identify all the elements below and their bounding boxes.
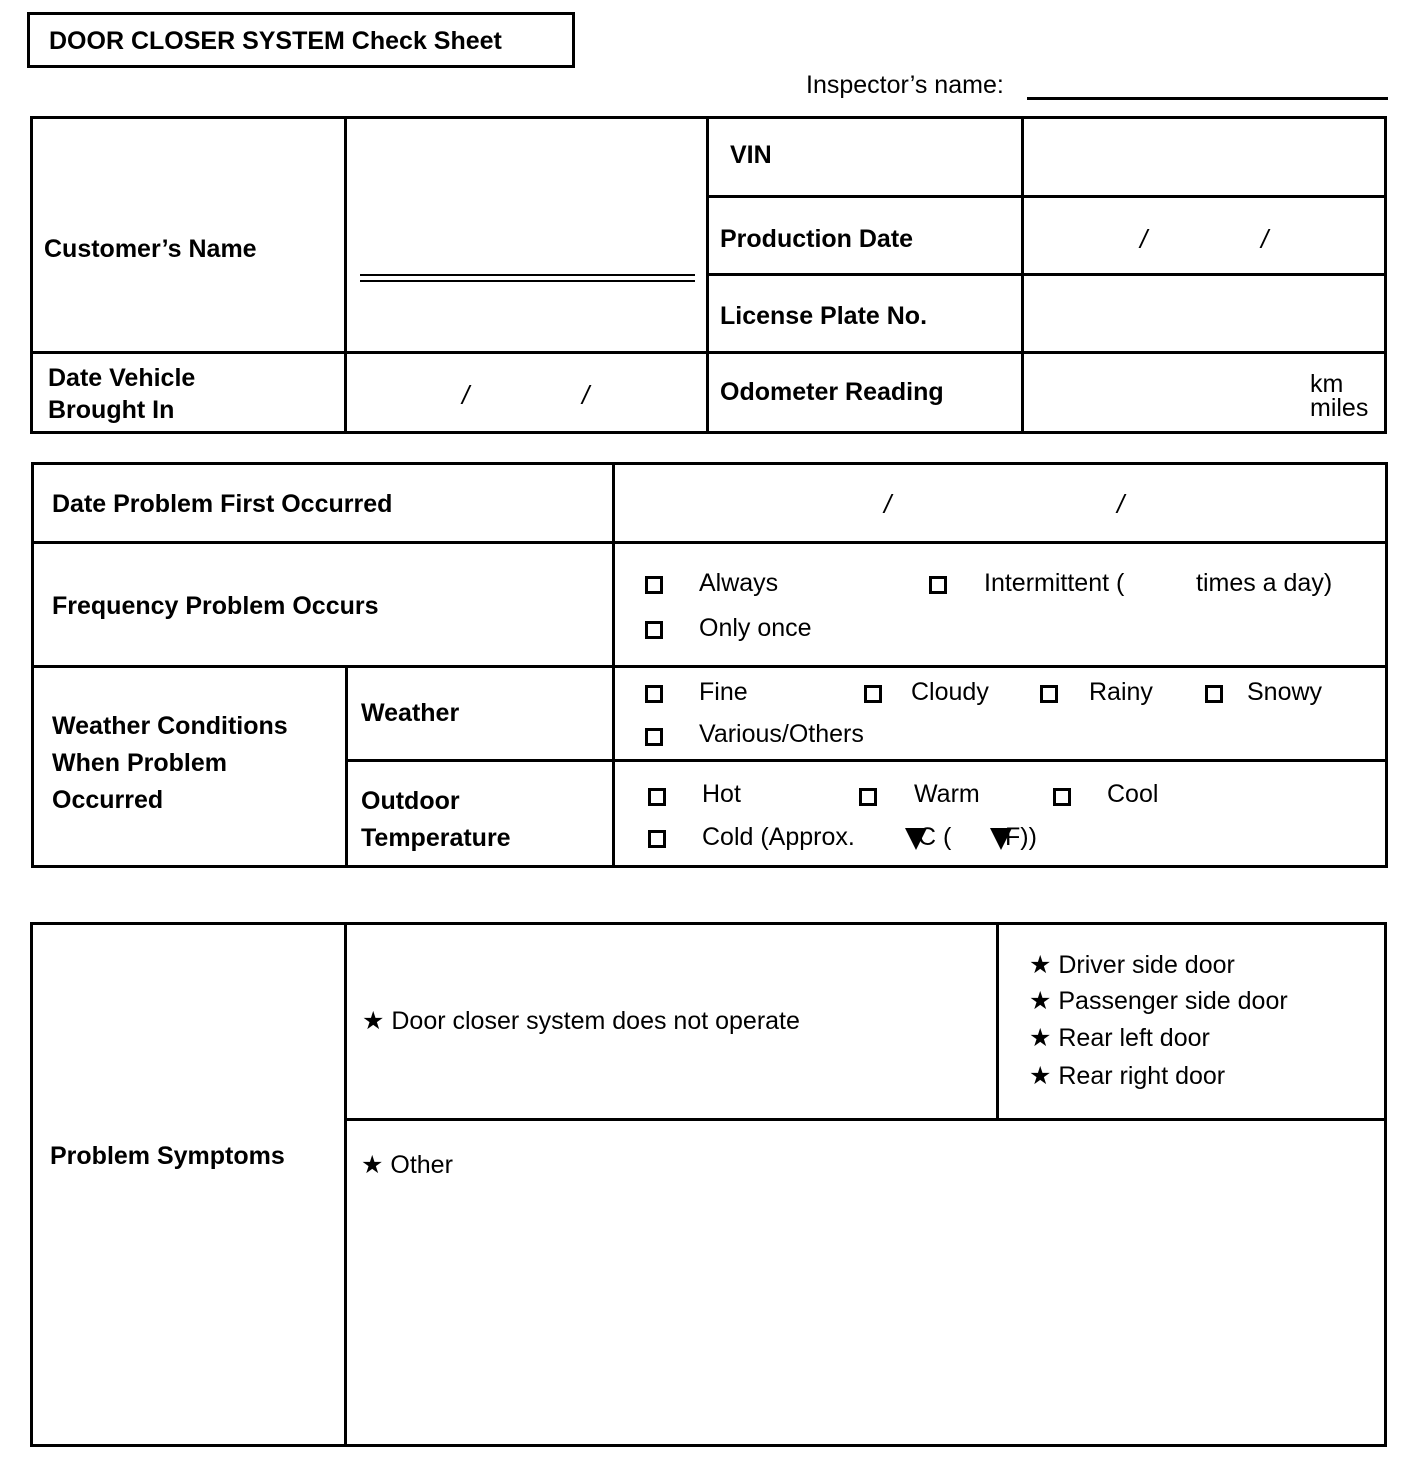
other-symptoms-field[interactable] (347, 1190, 1383, 1443)
date-separator: / (884, 489, 892, 519)
date-brought-in-label: Date Vehicle Brought In (48, 364, 196, 424)
cool-checkbox[interactable] (1053, 788, 1071, 806)
date-separator: / (462, 380, 470, 410)
temperature-option-cool: Cool (1107, 780, 1159, 808)
always-checkbox[interactable] (645, 576, 663, 594)
snowy-checkbox[interactable] (1205, 685, 1223, 703)
symptom-door-rear-left: ★ Rear left door (1029, 1024, 1210, 1052)
star-icon: ★ (361, 1151, 384, 1179)
various-others-checkbox[interactable] (645, 728, 663, 746)
inspector-name-label: Inspector’s name: (806, 71, 1004, 99)
symptom-door-passenger: ★ Passenger side door (1029, 987, 1288, 1015)
weather-option-snowy: Snowy (1247, 678, 1323, 706)
license-plate-field[interactable] (1024, 276, 1384, 351)
symptom-other: ★ Other (361, 1151, 453, 1179)
inspector-name-field[interactable] (1027, 97, 1388, 100)
rainy-checkbox[interactable] (1040, 685, 1058, 703)
frequency-label: Frequency Problem Occurs (52, 592, 379, 620)
date-first-occurred-label: Date Problem First Occurred (52, 490, 393, 518)
weather-option-various: Various/Others (699, 720, 864, 748)
odometer-unit-miles: miles (1310, 394, 1369, 422)
weather-option-fine: Fine (699, 678, 748, 706)
outdoor-temperature-label: Outdoor Temperature (361, 787, 511, 852)
weather-label: Weather (361, 699, 460, 727)
intermittent-checkbox[interactable] (929, 576, 947, 594)
intermittent-option: Intermittent ( (984, 569, 1125, 597)
cloudy-checkbox[interactable] (864, 685, 882, 703)
license-plate-label: License Plate No. (720, 302, 928, 330)
star-icon: ★ (1029, 951, 1052, 979)
only-once-option: Only once (699, 614, 812, 642)
date-separator: / (1117, 489, 1125, 519)
fine-checkbox[interactable] (645, 685, 663, 703)
problem-symptoms-label: Problem Symptoms (50, 1142, 285, 1170)
customer-name-field[interactable] (360, 280, 695, 282)
weather-option-rainy: Rainy (1089, 678, 1153, 706)
odometer-unit-km: km (1310, 370, 1344, 398)
vin-label: VIN (730, 141, 772, 169)
date-separator: / (1140, 224, 1148, 254)
temperature-option-hot: Hot (702, 780, 741, 808)
times-a-day-text: times a day) (1196, 569, 1333, 597)
always-option: Always (699, 569, 779, 597)
weather-option-cloudy: Cloudy (911, 678, 989, 706)
odometer-label: Odometer Reading (720, 378, 944, 406)
star-icon: ★ (362, 1007, 385, 1035)
symptom-door-driver: ★ Driver side door (1029, 951, 1235, 979)
symptom-not-operate: ★ Door closer system does not operate (362, 1007, 800, 1035)
production-date-label: Production Date (720, 225, 914, 253)
warm-checkbox[interactable] (859, 788, 877, 806)
symptom-door-rear-right: ★ Rear right door (1029, 1062, 1226, 1090)
only-once-checkbox[interactable] (645, 621, 663, 639)
date-separator: / (1261, 224, 1269, 254)
temperature-option-warm: Warm (914, 780, 980, 808)
date-separator: / (582, 380, 590, 410)
celsius-text: C ( (918, 823, 952, 851)
star-icon: ★ (1029, 1024, 1052, 1052)
fahrenheit-text: F)) (1005, 823, 1037, 851)
cold-checkbox[interactable] (648, 830, 666, 848)
star-icon: ★ (1029, 1062, 1052, 1090)
check-sheet-title: DOOR CLOSER SYSTEM Check Sheet (27, 12, 575, 68)
hot-checkbox[interactable] (648, 788, 666, 806)
weather-conditions-label: Weather Conditions When Problem Occurred (52, 712, 288, 814)
temperature-option-cold: Cold (Approx. (702, 823, 855, 851)
star-icon: ★ (1029, 987, 1052, 1015)
vin-field[interactable] (1024, 119, 1384, 195)
customer-name-label: Customer’s Name (44, 235, 257, 263)
